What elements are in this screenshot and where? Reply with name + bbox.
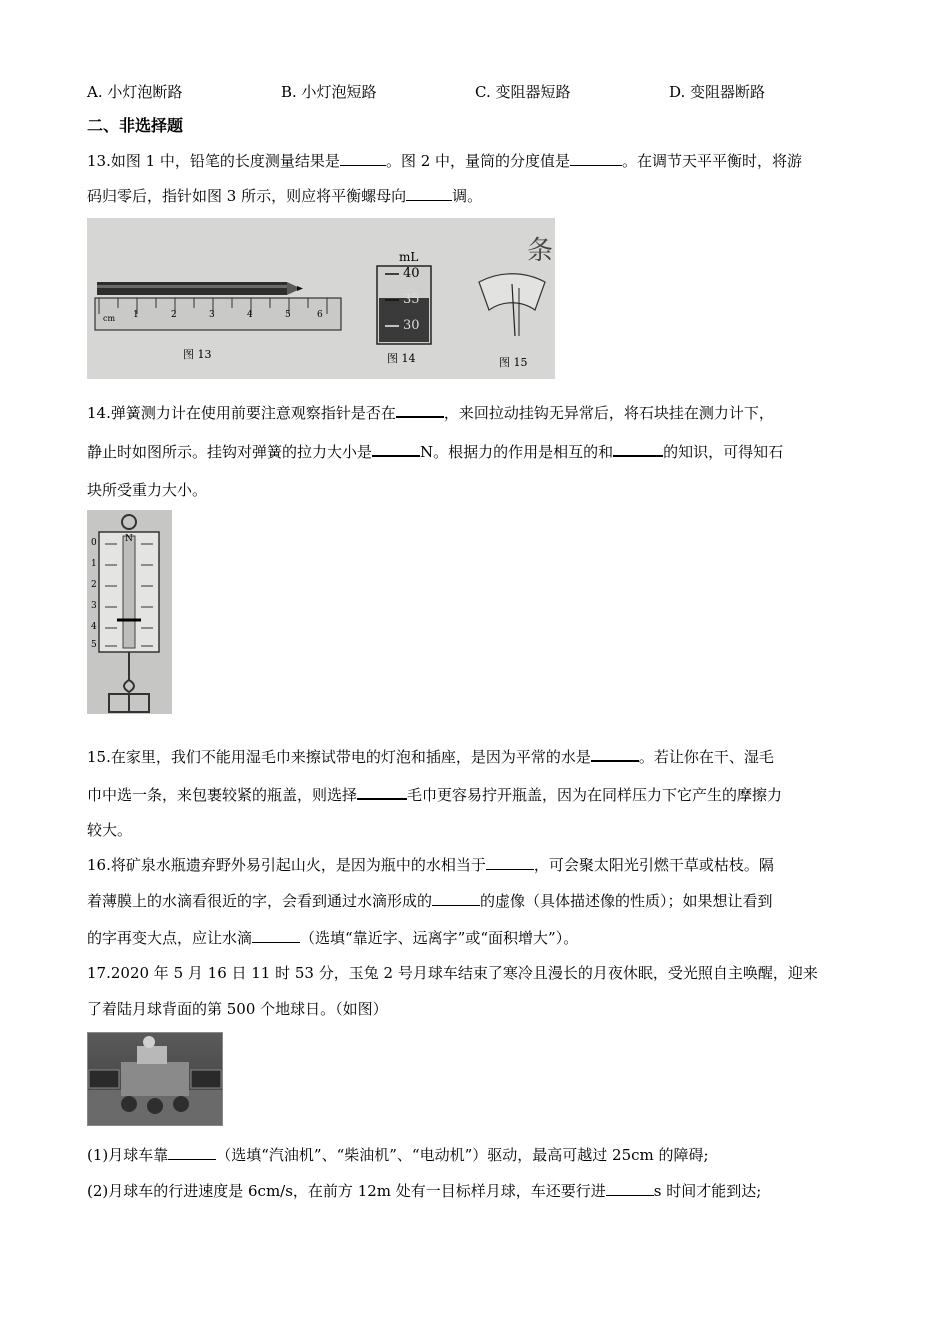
- q13-line2: [87, 186, 482, 206]
- answer-blank[interactable]: [252, 928, 300, 943]
- q14-text: 14.弹簧测力计在使用前要注意观察指针是否在: [87, 404, 396, 422]
- q16-line2: [87, 891, 773, 911]
- q16-text: 的字再变大点，应让水滴: [87, 929, 253, 947]
- q13-text: 码归零后，指针如图 3 所示，则应将平衡螺母向: [87, 187, 407, 205]
- q17-text: （选填“汽油机”、“柴油机”、“电动机”）驱动，最高可越过 25cm 的障碍;: [216, 1146, 709, 1164]
- q17-text: s 时间才能到达;: [653, 1182, 762, 1200]
- q17-text: (2)月球车的行进速度是 6cm/s，在前方 12m 处有一目标样月球，车还要行进: [87, 1182, 606, 1200]
- ruler-tick-label: 2: [171, 310, 177, 320]
- q16-line1: [87, 855, 774, 875]
- cylinder-tick-30: 30: [403, 318, 420, 333]
- answer-blank[interactable]: [486, 855, 534, 870]
- ruler-tick-label: 5: [285, 310, 291, 320]
- q16-text: 16.将矿泉水瓶遗弃野外易引起山火，是因为瓶中的水相当于: [87, 856, 486, 874]
- answer-blank[interactable]: [340, 151, 386, 166]
- figure-14-caption: 图 14: [387, 352, 416, 365]
- balance-glyph: 条: [527, 236, 554, 266]
- q16-text: 着薄膜上的水滴看很近的字，会看到通过水滴形成的: [87, 892, 433, 910]
- q15-line1: [87, 746, 774, 767]
- q17-text: (1)月球车靠: [87, 1146, 169, 1164]
- q15-text: 毛巾更容易拧开瓶盖，因为在同样压力下它产生的摩擦力: [407, 786, 783, 804]
- q17-line2: 了着陆月球背面的第 500 个地球日。（如图）: [87, 1000, 388, 1018]
- ruler-tick-label: 3: [209, 310, 215, 320]
- cylinder-tick-35: 35: [403, 292, 420, 307]
- q15-text: 。若让你在干、湿毛: [638, 748, 774, 766]
- scale-tick-0: 0: [91, 538, 97, 548]
- spring-scale-unit: N: [125, 534, 133, 544]
- lunar-rover-photo: [87, 1032, 223, 1126]
- option-d: D. 变阻器断路: [669, 83, 766, 101]
- q16-line3: [87, 928, 578, 948]
- cylinder-unit: mL: [399, 250, 419, 264]
- q17-line1: 17.2020 年 5 月 16 日 11 时 53 分，玉兔 2 号月球车结束了寒冷且漫长的月夜休眠，受光照自主唤醒，迎来: [87, 964, 818, 982]
- q16-text: （选填“靠近字、远离字”或“面积增大”）。: [300, 929, 579, 947]
- q14-text: 静止时如图所示。挂钩对弹簧的拉力大小是: [87, 443, 373, 461]
- answer-blank[interactable]: [406, 186, 452, 201]
- q14-line3: 块所受重力大小。: [87, 481, 208, 499]
- figure-13-15: [87, 218, 555, 379]
- q14-text: N。根据力的作用是相互的和: [420, 443, 614, 461]
- ruler-tick-label: 4: [247, 310, 253, 320]
- answer-blank[interactable]: [570, 151, 622, 166]
- option-a: A. 小灯泡断路: [87, 83, 183, 101]
- q15-text: 巾中选一条，来包裹较紧的瓶盖，则选择: [87, 786, 358, 804]
- scale-tick-2: 2: [91, 580, 97, 590]
- figure-15-caption: 图 15: [499, 356, 528, 369]
- q13-text: 13.如图 1 中，铅笔的长度测量结果是: [87, 152, 340, 170]
- scale-tick-3: 3: [91, 601, 97, 611]
- answer-blank[interactable]: [606, 1181, 654, 1196]
- figure-13-15-svg: [87, 218, 555, 379]
- scale-tick-1: 1: [91, 559, 97, 569]
- answer-blank[interactable]: [372, 441, 420, 457]
- ruler-tick-label: 6: [317, 310, 323, 320]
- spring-scale-figure: [87, 510, 172, 714]
- q13-text: 调。: [452, 187, 483, 205]
- answer-blank[interactable]: [168, 1145, 216, 1160]
- q17-sub1: [87, 1145, 709, 1165]
- q15-line2: [87, 784, 782, 805]
- q13-text: 。在调节天平平衡时，将游: [622, 152, 803, 170]
- q14-line2: [87, 441, 783, 462]
- q16-text: 的虚像（具体描述像的性质）；如果想让看到: [480, 892, 773, 910]
- q13-text: 。图 2 中，量筒的分度值是: [385, 152, 571, 170]
- q15-text: 15.在家里，我们不能用湿毛巾来擦试带电的灯泡和插座，是因为平常的水是: [87, 748, 591, 766]
- q13-line1: [87, 151, 802, 171]
- q15-line3: 较大。: [87, 821, 133, 839]
- answer-blank[interactable]: [591, 746, 639, 762]
- scale-tick-4: 4: [91, 622, 97, 632]
- answer-blank[interactable]: [432, 891, 480, 906]
- q14-text: 的知识，可得知石: [663, 443, 784, 461]
- answer-blank[interactable]: [396, 402, 444, 418]
- answer-blank[interactable]: [357, 784, 407, 800]
- option-c: C. 变阻器短路: [475, 83, 571, 101]
- cylinder-tick-40: 40: [403, 266, 420, 281]
- q16-text: ，可会聚太阳光引燃干草或枯枝。隔: [533, 856, 774, 874]
- scale-tick-5: 5: [91, 640, 97, 650]
- ruler-unit: cm: [103, 314, 116, 323]
- ruler-tick-label: 1: [133, 310, 139, 320]
- q14-text: ，来回拉动挂钩无异常后，将石块挂在测力计下，: [443, 404, 774, 422]
- q14-line1: [87, 402, 774, 423]
- figure-13-caption: 图 13: [183, 348, 212, 361]
- option-b: B. 小灯泡短路: [281, 83, 377, 101]
- answer-blank[interactable]: [613, 441, 663, 457]
- q17-sub2: [87, 1181, 761, 1201]
- lunar-rover-svg: [87, 1032, 223, 1126]
- section-title: 二、非选择题: [87, 116, 184, 135]
